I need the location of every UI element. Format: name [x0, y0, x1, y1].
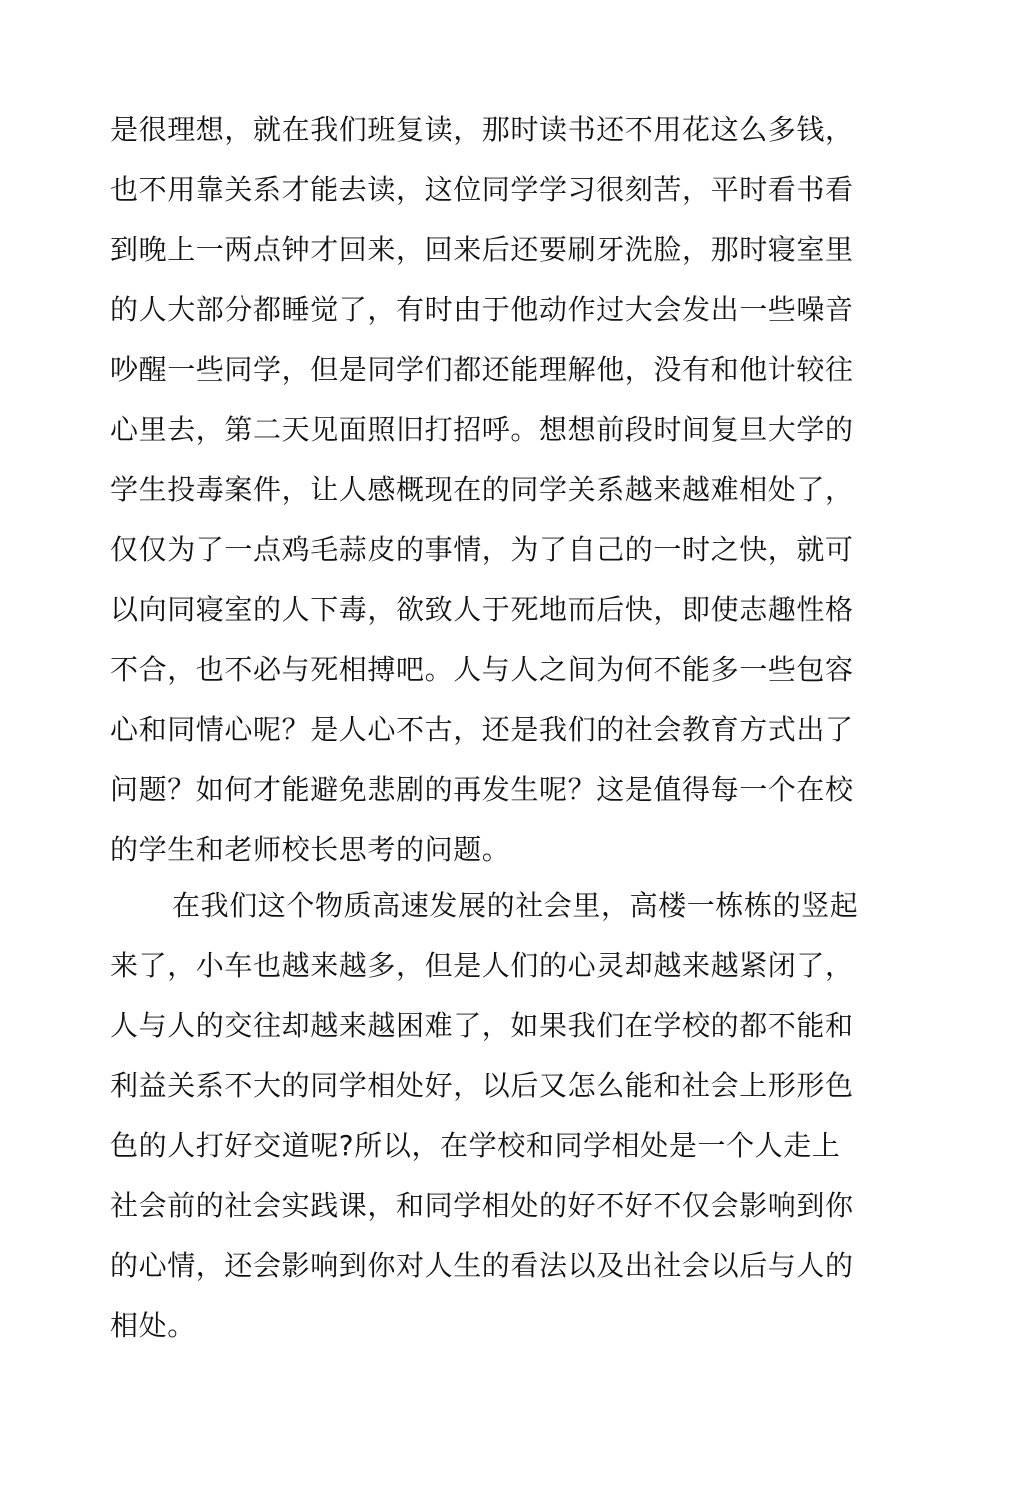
text-line: 的人大部分都睡觉了，有时由于他动作过大会发出一些噪音 [110, 293, 854, 326]
text-line: 吵醒一些同学，但是同学们都还能理解他，没有和他计较往 [110, 353, 854, 386]
text-line: 学生投毒案件，让人感概现在的同学关系越来越难相处了， [110, 473, 854, 506]
paragraph-2 [110, 876, 870, 1356]
text-line: 是很理想，就在我们班复读，那时读书还不用花这么多钱， [110, 113, 854, 146]
paragraph-1 [110, 100, 870, 880]
text-line: 仅仅为了一点鸡毛蒜皮的事情，为了自己的一时之快，就可 [110, 533, 854, 566]
text-line: 的学生和老师校长思考的问题。 [110, 833, 511, 866]
text-line: 心里去，第二天见面照旧打招呼。想想前段时间复旦大学的 [110, 413, 854, 446]
text-line: 来了，小车也越来越多，但是人们的心灵却越来越紧闭了， [110, 949, 854, 982]
text-line: 不合，也不必与死相搏吧。人与人之间为何不能多一些包容 [110, 653, 854, 686]
text-line: 社会前的社会实践课，和同学相处的好不好不仅会影响到你 [110, 1189, 854, 1222]
text-line-indented: 在我们这个物质高速发展的社会里，高楼一栋栋的竖起 [172, 889, 859, 922]
text-line: 心和同情心呢？是人心不古，还是我们的社会教育方式出了 [110, 713, 854, 746]
text-line: 人与人的交往却越来越困难了，如果我们在学校的都不能和 [110, 1009, 854, 1042]
text-line: 以向同寝室的人下毒，欲致人于死地而后快，即使志趣性格 [110, 593, 854, 626]
text-line: 也不用靠关系才能去读，这位同学学习很刻苦，平时看书看 [110, 173, 854, 206]
text-line: 色的人打好交道呢?所以，在学校和同学相处是一个人走上 [110, 1129, 841, 1162]
text-line: 的心情，还会影响到你对人生的看法以及出社会以后与人的 [110, 1249, 854, 1282]
text-line: 利益关系不大的同学相处好，以后又怎么能和社会上形形色 [110, 1069, 854, 1102]
text-line: 到晚上一两点钟才回来，回来后还要刷牙洗脸，那时寝室里 [110, 233, 854, 266]
text-line: 问题？如何才能避免悲剧的再发生呢？这是值得每一个在校 [110, 773, 854, 806]
text-line: 相处。 [110, 1309, 196, 1342]
